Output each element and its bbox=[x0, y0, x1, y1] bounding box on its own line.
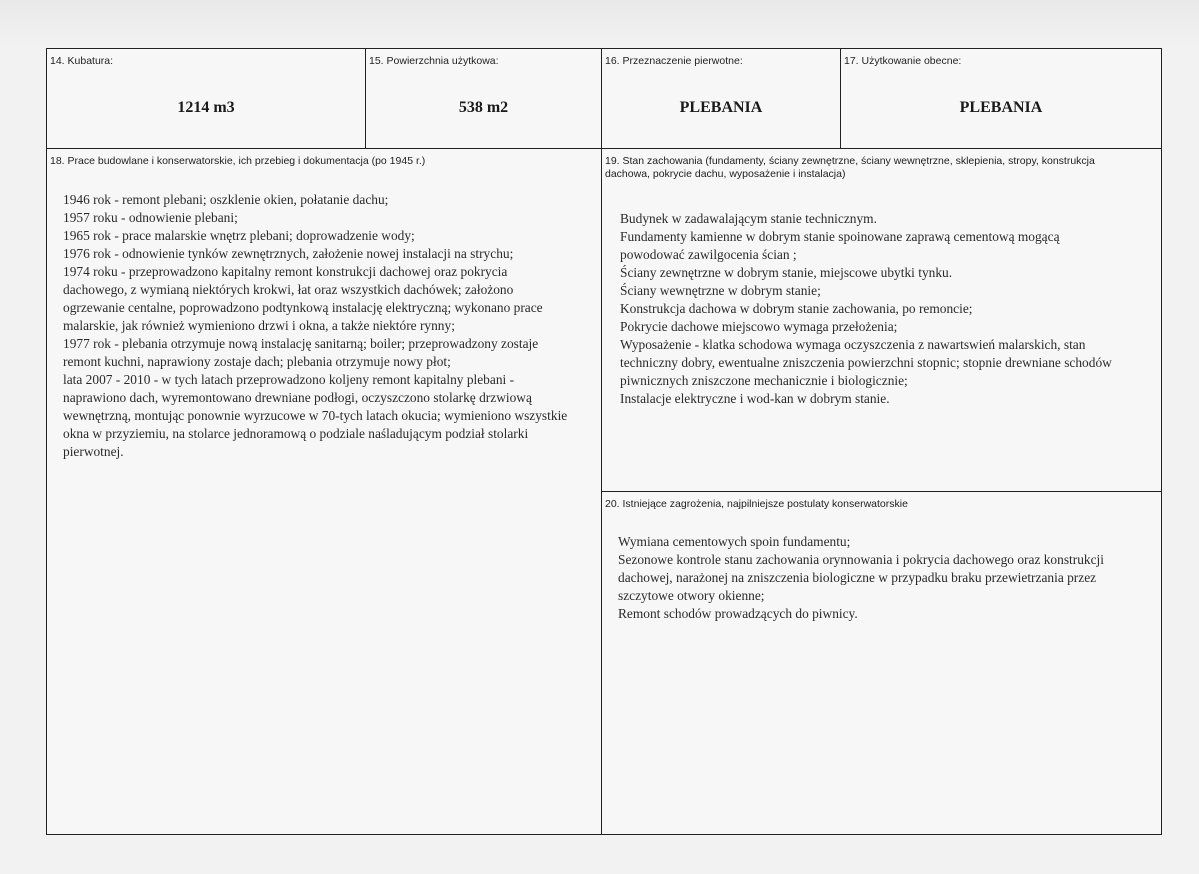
field-16-przeznaczenie bbox=[601, 48, 841, 149]
text-line: Instalacje elektryczne i wod-kan w dobrym stanie. bbox=[620, 391, 890, 406]
field-15-value: 538 m2 bbox=[458, 99, 509, 116]
text-line: dachowego, z wymianą niektórych krokwi, łat oraz wszystkich dachówek; założono bbox=[63, 282, 514, 297]
text-line: techniczny dobry, ewentualne zniszczenia powierzchni stopnic; stopnie drewniane schodów bbox=[620, 355, 1112, 370]
text-line: Konstrukcja dachowa w dobrym stanie zachowania, po remoncie; bbox=[620, 301, 973, 316]
text-line: remont kuchni, naprawiony zostaje dach; plebania otrzymuje nowy płot; bbox=[63, 354, 451, 369]
text-line: Wymiana cementowych spoin fundamentu; bbox=[618, 534, 851, 549]
page-background bbox=[0, 0, 1199, 48]
text-line: powodować zawilgocenia ścian ; bbox=[620, 247, 797, 262]
field-17-uzytkowanie bbox=[840, 48, 1162, 149]
field-14-label: 14. Kubatura: bbox=[50, 55, 114, 67]
field-14-value: 1214 m3 bbox=[177, 99, 235, 116]
text-line: 1957 roku - odnowienie plebani; bbox=[63, 210, 238, 225]
text-line: wewnętrzną, montując ponownie wyrzucowe w 70-tych latach okucia; wymieniono wszystkie bbox=[63, 408, 568, 423]
field-15-label: 15. Powierzchnia użytkowa: bbox=[369, 55, 499, 67]
field-19-text bbox=[620, 210, 1112, 408]
text-line: Pokrycie dachowe miejscowo wymaga przełożenia; bbox=[620, 319, 898, 334]
text-line: 1965 rok - prace malarskie wnętrz plebani; doprowadzenie wody; bbox=[63, 228, 415, 243]
text-line: lata 2007 - 2010 - w tych latach przeprowadzono koljeny remont kapitalny plebani - bbox=[63, 372, 515, 387]
text-line: 1974 roku - przeprowadzono kapitalny remont konstrukcji dachowej oraz pokrycia bbox=[63, 264, 508, 279]
text-line: Ściany zewnętrzne w dobrym stanie, miejscowe ubytki tynku. bbox=[620, 265, 953, 280]
field-18-prace bbox=[46, 148, 602, 835]
text-line: Remont schodów prowadzących do piwnicy. bbox=[618, 606, 858, 621]
field-16-value: PLEBANIA bbox=[679, 99, 763, 116]
text-line: okna w przyziemiu, na stolarce jednoramową o podziale naśladującym podział stolarki bbox=[63, 426, 529, 441]
text-line: Budynek w zadawalającym stanie technicznym. bbox=[620, 211, 877, 226]
text-line: piwnicznych zniszczone mechanicznie i biologicznie; bbox=[620, 373, 908, 388]
text-line: ogrzewanie centalne, poprowadzono podtynkową instalację elektryczną; wykonano prace bbox=[63, 300, 543, 315]
text-line: dachowej, narażonej na zniszczenia biologiczne w przypadku braku przewietrzania przez bbox=[618, 570, 1097, 585]
text-line: Fundamenty kamienne w dobrym stanie spoinowane zaprawą cementową mogącą bbox=[620, 229, 1060, 244]
field-15-powierzchnia bbox=[365, 48, 602, 149]
text-line: 1976 rok - odnowienie tynków zewnętrznych, założenie nowej instalacji na strychu; bbox=[63, 246, 514, 261]
field-18-text bbox=[63, 191, 567, 461]
field-19-label-line2: dachowa, pokrycie dachu, wyposażenie i instalacja) bbox=[605, 168, 846, 180]
field-14-kubatura bbox=[46, 48, 366, 149]
field-17-label: 17. Użytkowanie obecne: bbox=[844, 55, 962, 67]
text-line: pierwotnej. bbox=[63, 444, 124, 459]
field-20-zagrozenia bbox=[601, 491, 1162, 835]
text-line: 1946 rok - remont plebani; oszklenie okien, połatanie dachu; bbox=[63, 192, 389, 207]
text-line: Wyposażenie - klatka schodowa wymaga oczyszczenia z nawartswień malarskich, stan bbox=[620, 337, 1086, 352]
text-line: Sezonowe kontrole stanu zachowania orynnowania i pokrycia dachowego oraz konstrukcji bbox=[618, 552, 1104, 567]
text-line: malarskie, jak również wymieniono drzwi i okna, a także niektóre rynny; bbox=[63, 318, 455, 333]
text-line: 1977 rok - plebania otrzymuje nową instalację sanitarną; boiler; przeprowadzony zostaje bbox=[63, 336, 539, 351]
field-18-label: 18. Prace budowlane i konserwatorskie, ich przebieg i dokumentacja (po 1945 r.) bbox=[50, 155, 426, 167]
field-19-stan bbox=[601, 148, 1162, 492]
field-19-label bbox=[605, 155, 1095, 181]
field-19-label-line1: 19. Stan zachowania (fundamenty, ściany zewnętrzne, ściany wewnętrzne, sklepienia, stropy, konstrukcja bbox=[605, 155, 1095, 167]
text-line: naprawiono dach, wyremontowano drewniane podłogi, oczyszczono stolarkę drzwiową bbox=[63, 390, 532, 405]
field-16-label: 16. Przeznaczenie pierwotne: bbox=[605, 55, 743, 67]
field-20-label: 20. Istniejące zagrożenia, najpilniejsze postulaty konserwatorskie bbox=[605, 498, 908, 510]
field-17-value: PLEBANIA bbox=[959, 99, 1043, 116]
field-20-text bbox=[618, 533, 1104, 623]
text-line: szczytowe otwory okienne; bbox=[618, 588, 765, 603]
text-line: Ściany wewnętrzne w dobrym stanie; bbox=[620, 283, 821, 298]
